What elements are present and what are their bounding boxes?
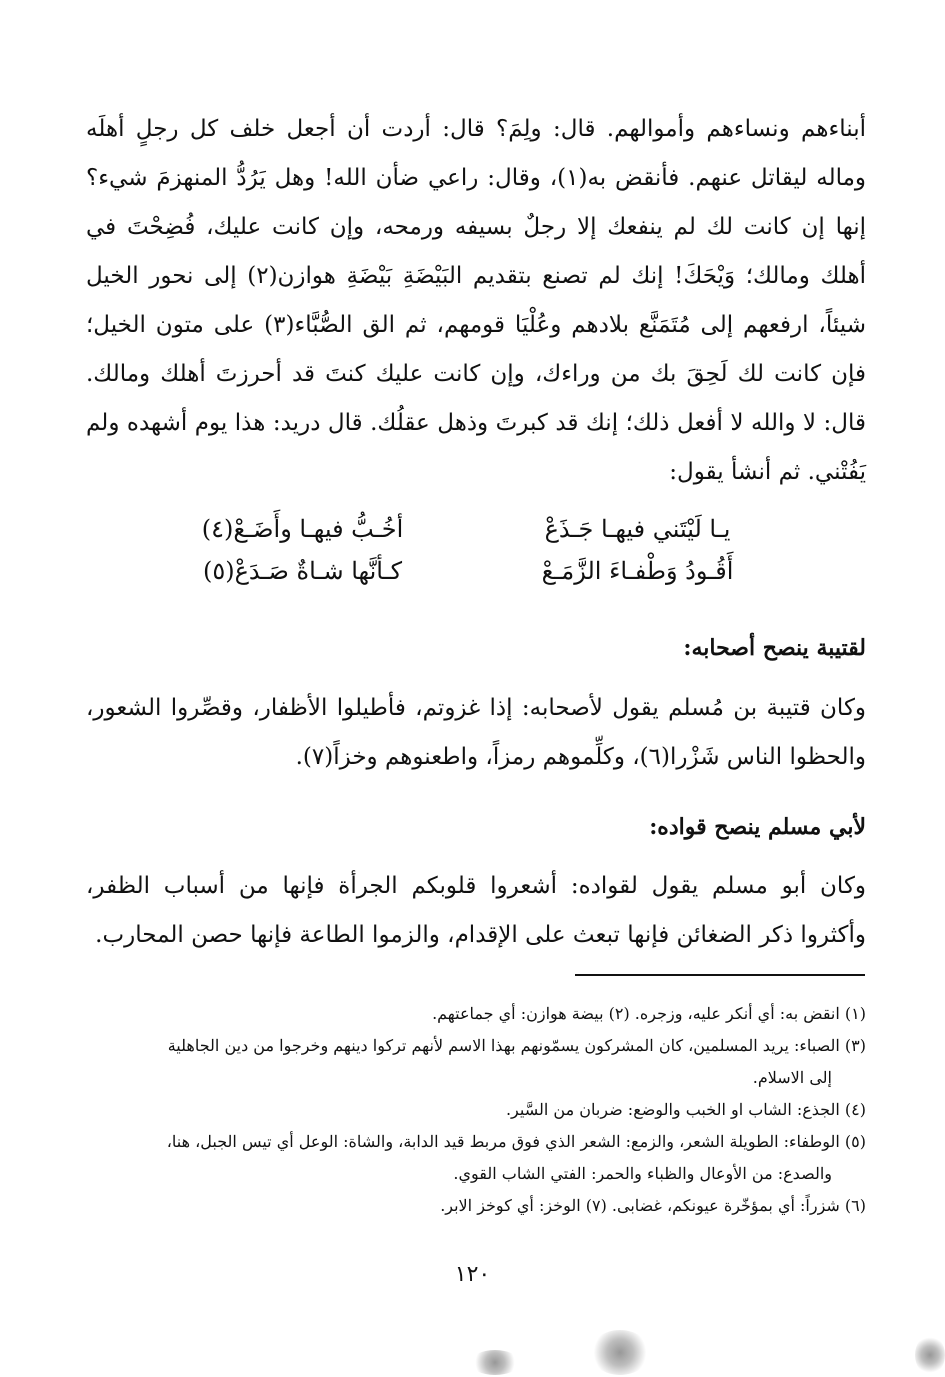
footnote-text: (٣) الصباء: يريد المسلمين، كان المشركون يسمّونهم بهذا الاسم لأنهم تركوا دينهم وخرجوا من دين الجاهلية: [167, 1036, 866, 1055]
section-heading-abu-muslim: لأبي مسلم ينصح قواده:: [649, 814, 866, 840]
footnotes: [100, 998, 866, 1222]
paragraph-text: وكان أبو مسلم يقول لقواده: أشعروا قلوبكم الجرأة فإنها من أسباب الظفر، وأكثروا ذكر الضغائن فإنها تبعث على الإقدام، والزموا الطاعة فإنها حصن المحارب.: [86, 873, 866, 948]
footnote-text: (١) انقض به: أي أنكر عليه، وزجره. (٢) بيضة هوازن: أي جماعتهم.: [432, 1004, 866, 1023]
section-paragraph-qutaiba: [86, 684, 866, 782]
footnote-text: (٥) الوطفاء: الطويلة الشعر، والزمع: الشعر الذي فوق مربط قيد الدابة، والشاة: الوعل أي تيس الجبل، هنا،: [166, 1132, 866, 1151]
scan-smudge: [590, 1330, 650, 1375]
footnote: [100, 1030, 866, 1094]
verse-first-hemistich: يـا لَيْتَني فيهـا جَـذَعْ: [544, 515, 731, 543]
verse-second-hemistich: كـأنَّها شـاةٌ صَـدَعْ(٥): [202, 557, 403, 585]
verse-first-hemistich: أَقُـودُ وَطْفـاءَ الزَّمَـعْ: [541, 557, 734, 585]
main-paragraph: [86, 105, 866, 497]
footnote-text: (٦) شزراً: أي بمؤخّرة عيونكم، غضابى. (٧) الوخز: أي كوخز الابر.: [440, 1196, 866, 1215]
paragraph-text: وكان قتيبة بن مُسلم يقول لأصحابه: إذا غزوتم، فأطيلوا الأظفار، وقصِّروا الشعور، والحظوا الناس شَزْرا(٦)، وكلِّموهم رمزاً، واطعنوهم وخزاً(٧).: [86, 695, 867, 770]
poem-verse: [170, 550, 770, 592]
poem: [170, 508, 770, 592]
footnote-continuation: إلى الاسلام.: [752, 1068, 832, 1087]
paragraph-text: أبناءهم ونساءهم وأموالهم. قال: ولِمَ؟ قال: أردت أن أجعل خلف كل رجلٍ أهلَه وماله ليقاتل عنهم. فأنقض به(١)، وقال: راعي ضأن الله! وهل يَرُدُّ المنهزمَ شيء؟ إنها إن كانت لك لم ينفعك إلا رجلٌ بسيفه ورمحه، وإن كانت عليك، فُضِحْتَ في أهلك ومالك؛ وَيْحَكَ! إنك لم تصنع بتقديم البَيْضَةِ بَيْضَةِ هوازن(٢) إلى نحور الخيل شيئاً، ارفعهم إلى مُتَمَنَّع بلادهم وعُلْيَا قومهم، ثم الق الصُّبَّاء(٣) على متون الخيل؛ فإن كانت لك لَحِقَ بك من وراءك، وإن كانت عليك كنتَ قد أحرزتَ أهلك ومالك. قال: لا والله لا أفعل ذلك؛ إنك قد كبرتَ وذهل عقلُك. قال دريد: هذا يوم أشهده ولم يَفُتْني. ثم أنشأ يقول:: [86, 116, 867, 485]
footnote-separator: [575, 974, 865, 976]
footnote: [100, 1126, 866, 1190]
section-paragraph-abu-muslim: [86, 862, 866, 960]
verse-second-hemistich: أخُـبُّ فيهـا وأَضَـعْ(٤): [201, 515, 404, 543]
footnote: [100, 1094, 866, 1126]
page-number: ١٢٠: [454, 1262, 491, 1287]
footnote: [100, 1190, 866, 1222]
footnote: [100, 998, 866, 1030]
section-heading-qutaiba: لقتيبة ينصح أصحابه:: [683, 635, 866, 661]
footnote-text: (٤) الجذع: الشاب او الخبب والوضع: ضربان من السَّير.: [505, 1100, 866, 1119]
scan-smudge: [915, 1335, 945, 1375]
scan-smudge: [470, 1350, 520, 1375]
poem-verse: [170, 508, 770, 550]
footnote-continuation: والصدع: من الأوعال والظباء والحمر: الفتي الشاب القوي.: [453, 1164, 832, 1183]
